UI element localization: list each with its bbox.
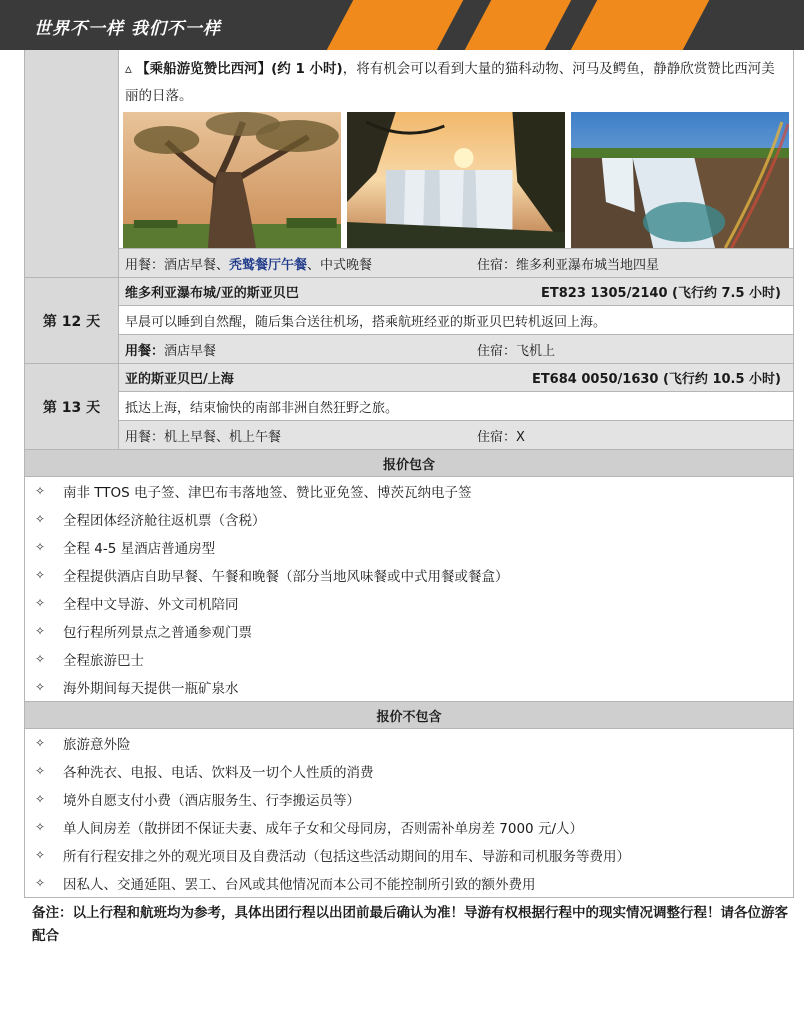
sparkle-bullet-icon: ✧ xyxy=(35,848,46,862)
excluded-section-title: 报价不包含 xyxy=(25,702,793,729)
sparkle-bullet-icon: ✧ xyxy=(35,568,46,582)
list-item-text: 全程提供酒店自助早餐、午餐和晚餐（部分当地风味餐或中式用餐或餐盒） xyxy=(63,569,509,585)
sparkle-bullet-icon: ✧ xyxy=(35,792,46,806)
list-item-text: 旅游意外险 xyxy=(63,737,131,753)
list-item xyxy=(25,757,793,785)
sparkle-bullet-icon: ✧ xyxy=(35,876,46,890)
day-12-title-row xyxy=(119,278,793,306)
day-12-route: 维多利亚瀑布城/亚的斯亚贝巴 xyxy=(125,286,299,301)
included-section-title: 报价包含 xyxy=(25,450,793,477)
meals-suffix: 、中式晚餐 xyxy=(307,257,373,273)
list-item xyxy=(25,813,793,841)
list-item-text: 全程 4-5 星酒店普通房型 xyxy=(63,541,216,557)
list-item xyxy=(25,477,793,505)
victoria-falls-sunset-photo xyxy=(347,112,565,248)
day-13-route: 亚的斯亚贝巴/上海 xyxy=(125,372,234,387)
day-12-description: 早晨可以睡到自然醒，随后集合送往机场，搭乘航班经亚的斯亚贝巴转机返回上海。 xyxy=(119,306,793,335)
zambezi-cruise-text xyxy=(119,50,793,110)
list-item xyxy=(25,869,793,897)
banner-stripe xyxy=(571,0,710,50)
day-11-intro xyxy=(119,50,793,249)
sparkle-bullet-icon: ✧ xyxy=(35,596,46,610)
day-12-meals xyxy=(125,340,477,359)
list-item xyxy=(25,645,793,673)
sparkle-bullet-icon: ✧ xyxy=(35,652,46,666)
day-11-block xyxy=(25,50,793,278)
banner-slogan: 世界不一样 我们不一样 xyxy=(34,19,221,39)
list-item xyxy=(25,729,793,757)
banner-stripe xyxy=(465,0,572,50)
day-12-flight: ET823 1305/2140 (飞行约 7.5 小时) xyxy=(540,286,781,301)
day-13-label: 第 13 天 xyxy=(25,364,119,449)
list-item-text: 全程中文导游、外文司机陪同 xyxy=(63,597,239,613)
list-item xyxy=(25,841,793,869)
sparkle-bullet-icon: ✧ xyxy=(35,764,46,778)
list-item xyxy=(25,533,793,561)
included-list xyxy=(25,477,793,701)
sparkle-bullet-icon: ✧ xyxy=(35,624,46,638)
list-item-text: 全程旅游巴士 xyxy=(63,653,144,669)
day-13-flight: ET684 0050/1630 (飞行约 10.5 小时) xyxy=(531,372,781,387)
baobab-tree-photo xyxy=(123,112,341,248)
list-item-text: 所有行程安排之外的观光项目及自费活动（包括这些活动期间的用车、导游和司机服务等费用） xyxy=(63,849,630,865)
sparkle-bullet-icon: ✧ xyxy=(35,736,46,750)
cruise-title: 【乘船游览赞比西河】(约 1 小时) xyxy=(136,61,343,77)
list-item xyxy=(25,617,793,645)
meals-prefix: 用餐：酒店早餐、 xyxy=(125,257,230,273)
list-item-text: 全程团体经济舱往返机票（含税） xyxy=(63,513,266,529)
list-item-text: 海外期间每天提供一瓶矿泉水 xyxy=(63,681,239,697)
day-12-hotel: 住宿：飞机上 xyxy=(477,343,556,359)
day-13-description: 抵达上海，结束愉快的南部非洲自然狂野之旅。 xyxy=(119,392,793,421)
list-item xyxy=(25,785,793,813)
list-item xyxy=(25,505,793,533)
list-item-text: 各种洗衣、电报、电话、饮料及一切个人性质的消费 xyxy=(63,765,374,781)
footer-note: 备注：以上行程和航班均为参考，具体出团行程以出团前最后确认为准！导游有权根据行程中的现实情况调整行程！请各位游客配合 xyxy=(32,905,788,944)
sparkle-bullet-icon: ✧ xyxy=(35,680,46,694)
day-13-meals-row xyxy=(119,421,793,449)
day-11-meals xyxy=(125,254,477,273)
day-12-block xyxy=(25,278,793,364)
list-item xyxy=(25,589,793,617)
list-item-text: 境外自愿支付小费（酒店服务生、行李搬运员等） xyxy=(63,793,360,809)
triangle-icon: ▵ xyxy=(125,61,132,77)
day-11-hotel: 住宿：维多利亚瀑布城当地四星 xyxy=(477,257,660,273)
sparkle-bullet-icon: ✧ xyxy=(35,540,46,554)
list-item-text: 单人间房差（散拼团不保证夫妻、成年子女和父母同房，否则需补单房差 7000 元/人） xyxy=(63,821,583,837)
sparkle-bullet-icon: ✧ xyxy=(35,820,46,834)
header-banner xyxy=(0,0,804,50)
day-13-meals: 用餐：机上早餐、机上午餐 xyxy=(125,429,282,445)
excluded-list xyxy=(25,729,793,897)
vulture-restaurant-lunch: 秃鹫餐厅午餐 xyxy=(229,257,308,273)
photo-strip xyxy=(119,110,793,248)
itinerary-table xyxy=(24,50,794,898)
day-12-meals-row xyxy=(119,335,793,363)
list-item-text: 包行程所列景点之普通参观门票 xyxy=(63,625,252,641)
meals-value: 酒店早餐 xyxy=(164,343,217,359)
meals-label: 用餐： xyxy=(125,343,165,359)
sparkle-bullet-icon: ✧ xyxy=(35,512,46,526)
day-11-label xyxy=(25,50,119,277)
banner-stripe xyxy=(327,0,464,50)
day-13-block xyxy=(25,364,793,450)
list-item xyxy=(25,673,793,701)
day-11-meals-row xyxy=(119,249,793,277)
day-13-title-row xyxy=(119,364,793,392)
list-item xyxy=(25,561,793,589)
cruise-description: ，将有机会可以看到大量的猫科动物、河马及鳄鱼，静静欣赏赞比西河美丽的日落。 xyxy=(125,61,775,104)
day-12-label: 第 12 天 xyxy=(25,278,119,363)
sparkle-bullet-icon: ✧ xyxy=(35,484,46,498)
list-item-text: 因私人、交通延阻、罢工、台风或其他情况而本公司不能控制所引致的额外费用 xyxy=(63,877,536,893)
victoria-falls-rainbow-photo xyxy=(571,112,789,248)
list-item-text: 南非 TTOS 电子签、津巴布韦落地签、赞比亚免签、博茨瓦纳电子签 xyxy=(63,485,472,501)
day-13-hotel: 住宿：X xyxy=(477,429,525,445)
